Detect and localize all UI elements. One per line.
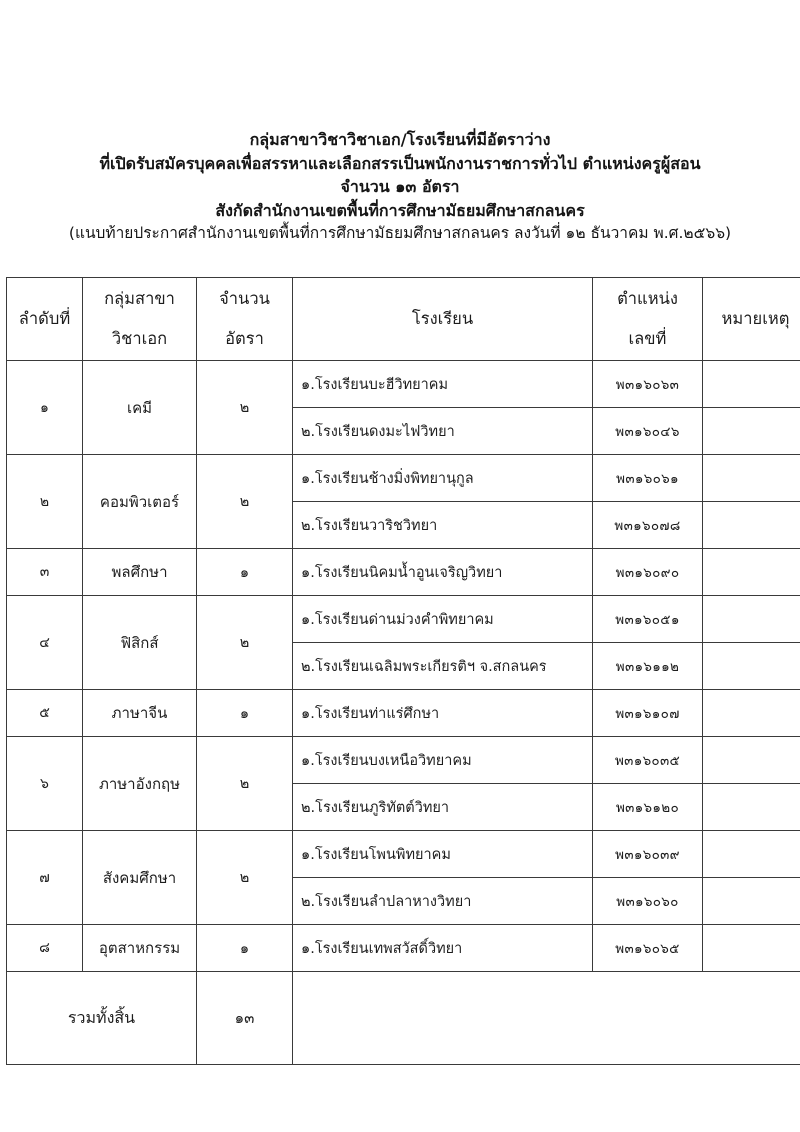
row-count: ๒	[197, 831, 293, 925]
row-position: พ๓๑๖๐๖๕	[593, 925, 703, 972]
row-position: พ๓๑๖๑๐๗	[593, 690, 703, 737]
table-header-row	[7, 278, 800, 361]
table-row	[7, 737, 800, 784]
header-line-1: กลุ่มสาขาวิชาวิชาเอก/โรงเรียนที่มีอัตราว่าง	[249, 130, 551, 149]
row-subject: ภาษาจีน	[83, 690, 197, 737]
total-row	[7, 972, 800, 1065]
col-header-position: ตำแหน่ง เลขที่	[593, 278, 703, 361]
total-label: รวมทั้งสิ้น	[7, 972, 197, 1065]
row-order: ๖	[7, 737, 83, 831]
row-position: พ๓๑๖๐๗๘	[593, 502, 703, 549]
row-order: ๒	[7, 455, 83, 549]
row-count: ๑	[197, 690, 293, 737]
row-note	[703, 596, 800, 643]
header-line-3: จำนวน ๑๓ อัตรา	[340, 177, 460, 196]
row-note	[703, 549, 800, 596]
table-row	[7, 596, 800, 643]
row-count: ๑	[197, 925, 293, 972]
row-school: ๑.โรงเรียนนิคมน้ำอูนเจริญวิทยา	[293, 549, 593, 596]
row-subject: อุตสาหกรรม	[83, 925, 197, 972]
row-subject: พลศึกษา	[83, 549, 197, 596]
table-row	[7, 455, 800, 502]
row-position: พ๓๑๖๐๖๐	[593, 878, 703, 925]
col-header-count: จำนวน อัตรา	[197, 278, 293, 361]
header-subtitle: (แนบท้ายประกาศสำนักงานเขตพื้นที่การศึกษามัธยมศึกษาสกลนคร ลงวันที่ ๑๒ ธันวาคม พ.ศ.๒๕๖๖)	[68, 224, 732, 242]
row-position: พ๓๑๖๐๙๐	[593, 549, 703, 596]
row-position: พ๓๑๖๐๔๖	[593, 408, 703, 455]
row-count: ๑	[197, 549, 293, 596]
document-header	[0, 128, 800, 246]
row-note	[703, 737, 800, 784]
row-note	[703, 643, 800, 690]
col-header-subject: กลุ่มสาขา วิชาเอก	[83, 278, 197, 361]
col-header-note: หมายเหตุ	[703, 278, 800, 361]
row-position: พ๓๑๖๐๓๙	[593, 831, 703, 878]
row-school: ๒.โรงเรียนลำปลาหางวิทยา	[293, 878, 593, 925]
row-position: พ๓๑๖๐๓๕	[593, 737, 703, 784]
row-school: ๒.โรงเรียนเฉลิมพระเกียรติฯ จ.สกลนคร	[293, 643, 593, 690]
row-count: ๒	[197, 455, 293, 549]
header-line-2: ที่เปิดรับสมัครบุคคลเพื่อสรรหาและเลือกสรรเป็นพนักงานราชการทั่วไป ตำแหน่งครูผู้สอน	[99, 153, 701, 173]
row-subject: สังคมศึกษา	[83, 831, 197, 925]
table-row	[7, 549, 800, 596]
row-school: ๑.โรงเรียนโพนพิทยาคม	[293, 831, 593, 878]
table-row	[7, 831, 800, 878]
row-school: ๒.โรงเรียนวาริชวิทยา	[293, 502, 593, 549]
vacancy-table	[6, 277, 800, 1065]
row-school: ๒.โรงเรียนภูริทัตต์วิทยา	[293, 784, 593, 831]
row-school: ๒.โรงเรียนดงมะไฟวิทยา	[293, 408, 593, 455]
row-school: ๑.โรงเรียนเทพสวัสดิ์วิทยา	[293, 925, 593, 972]
row-note	[703, 408, 800, 455]
row-note	[703, 878, 800, 925]
col-header-school: โรงเรียน	[293, 278, 593, 361]
row-school: ๑.โรงเรียนบงเหนือวิทยาคม	[293, 737, 593, 784]
table-row	[7, 690, 800, 737]
row-school: ๑.โรงเรียนช้างมิ่งพิทยานุกูล	[293, 455, 593, 502]
row-school: ๑.โรงเรียนท่าแร่ศึกษา	[293, 690, 593, 737]
row-position: พ๓๑๖๑๒๐	[593, 784, 703, 831]
table-row	[7, 925, 800, 972]
row-count: ๒	[197, 596, 293, 690]
row-note	[703, 925, 800, 972]
row-order: ๓	[7, 549, 83, 596]
row-position: พ๓๑๖๑๑๒	[593, 643, 703, 690]
row-subject: เคมี	[83, 361, 197, 455]
row-position: พ๓๑๖๐๕๑	[593, 596, 703, 643]
row-subject: คอมพิวเตอร์	[83, 455, 197, 549]
row-count: ๒	[197, 361, 293, 455]
row-note	[703, 784, 800, 831]
row-position: พ๓๑๖๐๖๓	[593, 361, 703, 408]
row-note	[703, 502, 800, 549]
row-count: ๒	[197, 737, 293, 831]
row-subject: ภาษาอังกฤษ	[83, 737, 197, 831]
row-note	[703, 361, 800, 408]
row-school: ๑.โรงเรียนด่านม่วงคำพิทยาคม	[293, 596, 593, 643]
row-order: ๕	[7, 690, 83, 737]
row-note	[703, 455, 800, 502]
header-line-4: สังกัดสำนักงานเขตพื้นที่การศึกษามัธยมศึกษาสกลนคร	[215, 200, 585, 220]
row-note	[703, 831, 800, 878]
row-order: ๑	[7, 361, 83, 455]
col-header-order: ลำดับที่	[7, 278, 83, 361]
row-note	[703, 690, 800, 737]
total-value: ๑๓	[197, 972, 293, 1065]
table-row	[7, 361, 800, 408]
row-subject: ฟิสิกส์	[83, 596, 197, 690]
row-order: ๔	[7, 596, 83, 690]
row-order: ๗	[7, 831, 83, 925]
row-position: พ๓๑๖๐๖๑	[593, 455, 703, 502]
row-school: ๑.โรงเรียนบะฮีวิทยาคม	[293, 361, 593, 408]
row-order: ๘	[7, 925, 83, 972]
total-empty-cell	[293, 972, 800, 1065]
